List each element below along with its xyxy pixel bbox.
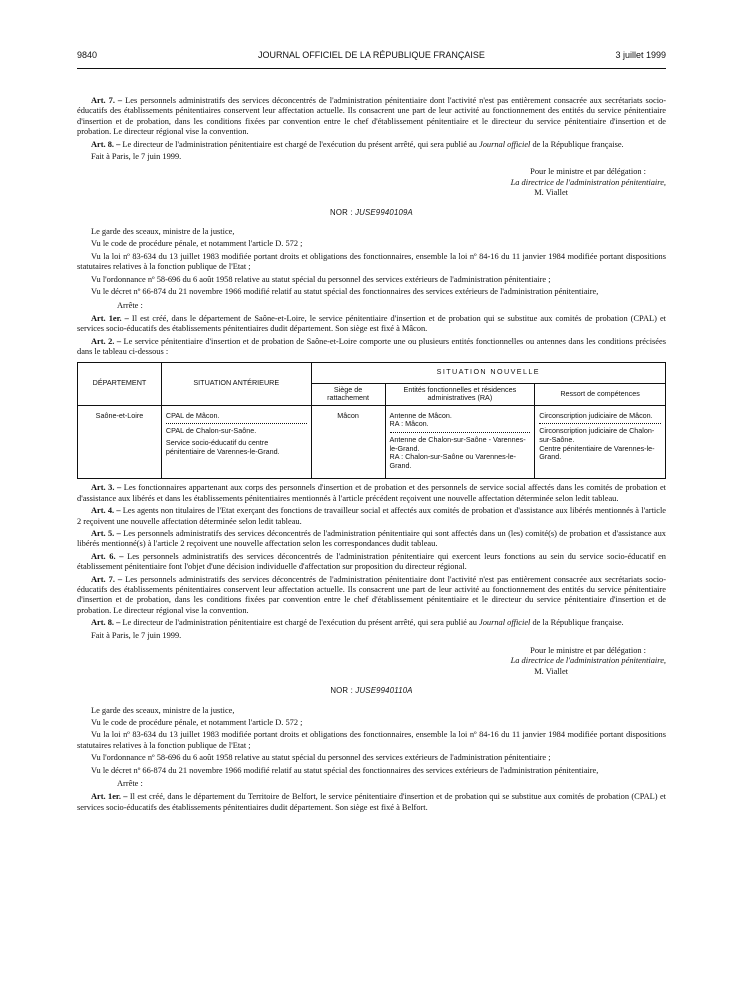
running-header	[77, 50, 666, 64]
visa-line: Vu le décret nº 66-874 du 21 novembre 1966 modifié relatif au statut spécial des fonctionnaires des services extérieurs de l'administration pénitentiaire,	[91, 287, 599, 297]
done-at-prev: Fait à Paris, le 7 juin 1999.	[91, 152, 182, 162]
visa-line: Vu le décret nº 66-874 du 21 novembre 1966 modifié relatif au statut spécial des fonctionnaires des services extérieurs de l'administration pénitentiaire,	[91, 765, 599, 775]
col-header-situation-nouvelle: SITUATION NOUVELLE	[311, 362, 665, 383]
nor-reference-2: NOR : JUSE9940110A	[330, 686, 413, 696]
cell-siege: Mâcon	[311, 405, 385, 479]
cell-situation-anterieure: CPAL de Mâcon. CPAL de Chalon-sur-Saône. Service socio-éducatif du centre pénitentiaire de Varennes-le-Grand.	[161, 405, 311, 479]
visa-line: Vu l'ordonnance nº 58-696 du 6 août 1958 relative au statut spécial du personnel des services extérieurs de l'administration pénitentiaire ;	[91, 753, 551, 763]
col-header-situation-anterieure: SITUATION ANTÉRIEURE	[161, 362, 311, 405]
article-8: Art. 8. – Le directeur de l'administration pénitentiaire est chargé de l'exécution du présent arrêté, qui sera publié au Journal officiel de la République française.	[91, 618, 624, 628]
arrete-heading: Arrête :	[117, 300, 143, 310]
article-8-prev: Art. 8. – Le directeur de l'administration pénitentiaire est chargé de l'exécution du présent arrêté, qui sera publié au Journal officiel de la République française.	[91, 139, 624, 149]
table-row	[78, 405, 666, 479]
visa-line: Vu le code de procédure pénale, et notamment l'article D. 572 ;	[91, 718, 303, 727]
signature-block: Pour le ministre et par délégation : La directrice de l'administration pénitentiaire, M. Viallet	[510, 645, 666, 676]
issue-date: 3 juillet 1999	[615, 50, 666, 60]
col-header-entites: Entités fonctionnelles et résidences administratives (RA)	[385, 383, 535, 405]
situation-table	[77, 362, 666, 480]
journal-title: JOURNAL OFFICIEL DE LA RÉPUBLIQUE FRANÇAISE	[258, 50, 485, 60]
done-at: Fait à Paris, le 7 juin 1999.	[91, 630, 182, 640]
article-7-prev: Art. 7. – Les personnels administratifs des services déconcentrés de l'administration pénitentiaire dont l'activité n'est pas entièrement consacrée aux secrétariats socio-éducatifs des établissements pénitentiaires conservent leur affectation actuelle. Ils consacrent une part de leur activité au fonctionnement des entités du service pénitentiaire d'insertion et de probation, dans les conditions fixées par convention entre le chef d'établissement pénitentiaire et le directeur du service pénitentiaire d'insertion et de probation. Le directeur régional vise la convention.	[77, 96, 667, 137]
visa-line: Vu l'ordonnance nº 58-696 du 6 août 1958 relative au statut spécial du personnel des services extérieurs de l'administration pénitentiaire ;	[91, 274, 551, 284]
visa-line: Le garde des sceaux, ministre de la justice,	[91, 227, 235, 237]
header-rule	[77, 68, 666, 69]
article-7: Art. 7. – Les personnels administratifs des services déconcentrés de l'administration pénitentiaire dont l'activité n'est pas entièrement consacrée aux secrétariats socio-éducatifs des établissements pénitentiaires conservent leur affectation actuelle. Ils consacrent une part de leur activité au fonctionnement des entités du service pénitentiaire d'insertion et de probation, dans les conditions fixées par convention entre le chef d'établissement pénitentiaire et le directeur du service pénitentiaire d'insertion et de probation. Le directeur régional vise la convention.	[77, 574, 667, 615]
page-number: 9840	[77, 50, 98, 60]
visa-line: Vu la loi nº 83-634 du 13 juillet 1983 modifiée portant droits et obligations des fonctionnaires, ensemble la loi nº 84-16 du 11 janvier 1984 modifiée portant dispositions statutaires relatives à la fonction publique de l'Etat ;	[77, 730, 666, 750]
article-1: Art. 1er. – Il est créé, dans le département de Saône-et-Loire, le service pénitentiaire d'insertion et de probation qui se substitue aux comités de probation (CPAL) et services socio-éducatifs des établissements pénitentiaires dudit département. Son siège est fixé à Mâcon.	[77, 313, 666, 334]
article-6: Art. 6. – Les personnels administratifs des services déconcentrés de l'administration pénitentiaire qui exercent leurs fonctions au sein du service socio-éducatif en établissement pénitentiaire font l'objet d'une décision individuelle d'affectation sur proposition du directeur régional.	[77, 551, 666, 572]
article-2: Art. 2. – Le service pénitentiaire d'insertion et de probation de Saône-et-Loire comporte une ou plusieurs entités fonctionnelles ou antennes dans les conditions précisées dans le tableau ci-dessous :	[77, 336, 667, 357]
cell-ressort: Circonscription judiciaire de Mâcon. Circonscription judiciaire de Chalon-sur-Saône. Centre pénitentiaire de Varennes-le-Grand.	[535, 405, 666, 479]
visa-line: Le garde des sceaux, ministre de la justice,	[91, 705, 235, 715]
visa-line: Vu la loi nº 83-634 du 13 juillet 1983 modifiée portant droits et obligations des fonctionnaires, ensemble la loi nº 84-16 du 11 janvier 1984 modifiée portant dispositions statutaires relatives à la fonction publique de l'Etat ;	[77, 251, 666, 272]
visa-line: Vu le code de procédure pénale, et notamment l'article D. 572 ;	[91, 239, 303, 249]
article-1-belfort: Art. 1er. – Il est créé, dans le département du Territoire de Belfort, le service pénitentiaire d'insertion et de probation qui se substitue aux comités de probation (CPAL) et services socio-éducatifs des établissements pénitentiaires dudit département. Son siège est fixé à Belfort.	[77, 792, 666, 812]
cell-departement: Saône-et-Loire	[78, 405, 162, 479]
signature-block-prev: Pour le ministre et par délégation : La directrice de l'administration pénitentiaire, M. Viallet	[510, 167, 666, 198]
col-header-siege: Siège de rattachement	[311, 383, 385, 405]
col-header-departement: DÉPARTEMENT	[78, 362, 162, 405]
article-5: Art. 5. – Les personnels administratifs des services déconcentrés de l'administration pénitentiaire qui sont affectés dans un (les) comité(s) de probation et d'assistance aux libérés mentionné(s) à l'article 2 reçoivent une nouvelle affectation selon les correspondances dudit tableau.	[77, 528, 666, 549]
arrete-heading: Arrête :	[117, 779, 143, 789]
page-body	[77, 96, 666, 815]
article-3: Art. 3. – Les fonctionnaires appartenant aux corps des personnels d'insertion et de probation et des personnels de service social affectés dans les comités de probation et d'assistance aux libérés et dans les établissements pénitentiaires mentionnés à l'article précédent reçoivent une nouvelle affectation déterminée selon ledit tableau.	[77, 483, 667, 503]
cell-entites: Antenne de Mâcon. RA : Mâcon. Antenne de Chalon-sur-Saône - Varennes-le-Grand. RA : Chalon-sur-Saône ou Varennes-le-Grand.	[385, 405, 535, 479]
col-header-ressort: Ressort de compétences	[535, 383, 666, 405]
article-4: Art. 4. – Les agents non titulaires de l'Etat exerçant des fonctions de travailleur social et affectés aux comités de probation et d'assistance aux libérés mentionnés à l'article 2 reçoivent une nouvelle affectation déterminée selon ledit tableau.	[77, 506, 666, 526]
nor-reference-1: NOR : JUSE9940109A	[330, 207, 413, 217]
